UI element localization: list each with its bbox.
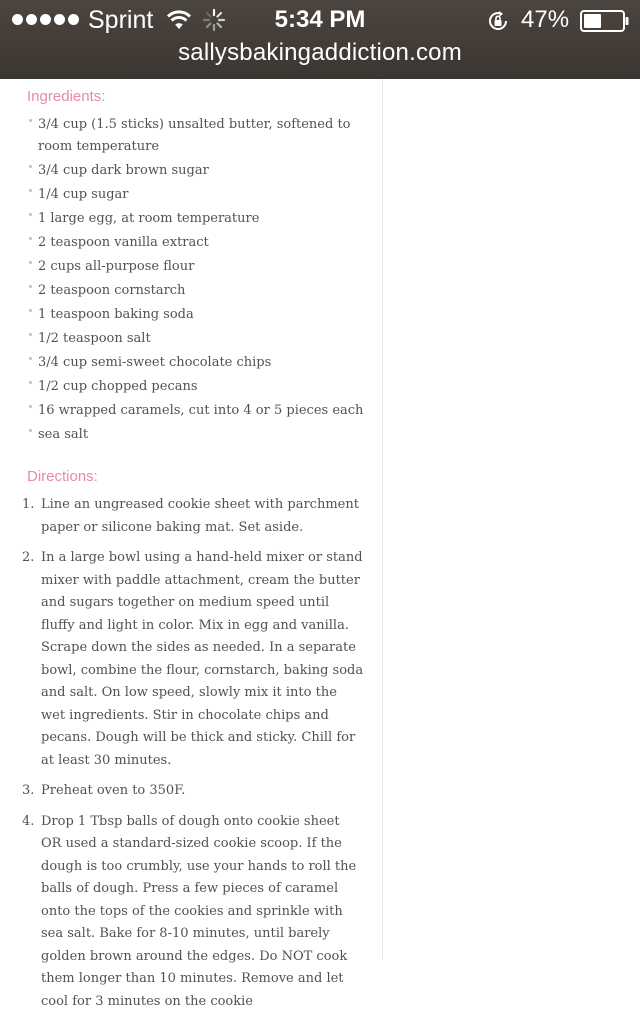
bullet-icon <box>29 285 32 288</box>
rotation-lock-icon <box>486 9 510 33</box>
ingredient-item <box>0 160 382 182</box>
ingredient-item <box>0 400 382 422</box>
ingredient-text: 2 cups all-purpose flour <box>38 259 195 274</box>
bullet-icon <box>29 237 32 240</box>
ingredient-text: 16 wrapped caramels, cut into 4 or 5 pieces each <box>38 403 364 418</box>
recipe-content <box>0 79 383 1009</box>
direction-step <box>0 494 382 539</box>
directions-list <box>0 494 382 1021</box>
address-bar-url[interactable]: sallysbakingaddiction.com <box>178 39 462 66</box>
step-number: 4. <box>22 813 35 829</box>
bullet-icon <box>29 165 32 168</box>
step-number: 1. <box>22 497 35 512</box>
ingredient-item <box>0 114 382 158</box>
ingredient-text: 1/2 cup chopped pecans <box>38 379 198 394</box>
browser-top-bar <box>0 0 640 79</box>
bullet-icon <box>29 189 32 192</box>
ingredient-text: 1/2 teaspoon salt <box>38 331 151 346</box>
ingredient-item <box>0 208 382 230</box>
ingredient-text: 3/4 cup dark brown sugar <box>38 163 209 178</box>
direction-step <box>0 547 382 772</box>
bullet-icon <box>29 429 32 432</box>
bullet-icon <box>29 213 32 216</box>
step-text: Line an ungreased cookie sheet with parchment paper or silicone baking mat. Set aside. <box>41 497 359 535</box>
ingredient-text: 1 large egg, at room temperature <box>38 211 260 226</box>
bullet-icon <box>29 405 32 408</box>
step-text: In a large bowl using a hand-held mixer or stand mixer with paddle attachment, cream the butter and sugars together on medium speed until fluffy and light in color. Mix in egg and vanilla. Scrape down the sides as needed. In a separate bowl, combine the flour, cornstarch, baking soda and salt. On low speed, slowly mix it into the wet ingredients. Stir in chocolate chips and pecans. Dough will be thick and sticky. Chill for at least 30 minutes. <box>41 550 364 768</box>
ingredient-text: 1 teaspoon baking soda <box>38 307 194 322</box>
battery-icon <box>580 10 630 32</box>
ingredient-item <box>0 352 382 374</box>
ingredient-text: 3/4 cup (1.5 sticks) unsalted butter, softened to room temperature <box>38 117 351 154</box>
bullet-icon <box>29 381 32 384</box>
battery-percent: 47% <box>521 6 570 33</box>
ingredient-item <box>0 328 382 350</box>
ingredients-list <box>0 114 382 448</box>
ingredient-text: 3/4 cup semi-sweet chocolate chips <box>38 355 272 370</box>
ingredient-item <box>0 256 382 278</box>
step-number: 2. <box>22 550 35 565</box>
ingredient-text: sea salt <box>38 427 89 442</box>
ingredient-item <box>0 424 382 446</box>
status-bar <box>0 0 640 40</box>
step-text: Drop 1 Tbsp balls of dough onto cookie sheet OR used a standard-sized cookie scoop. If the dough is too crumbly, use your hands to roll the balls of dough. Press a few pieces of caramel onto the tops of the cookies and sprinkle with sea salt. Bake for 8-10 minutes, until barely golden brown around the edges. Do NOT cook them longer than 10 minutes. Remove and let cool for 3 minutes on the cookie <box>41 813 357 1009</box>
bullet-icon <box>29 119 32 122</box>
bullet-icon <box>29 261 32 264</box>
ingredients-heading: Ingredients: <box>27 88 106 105</box>
ingredient-item <box>0 184 382 206</box>
ingredient-item <box>0 304 382 326</box>
ingredient-text: 2 teaspoon cornstarch <box>38 283 186 298</box>
ingredient-text: 2 teaspoon vanilla extract <box>38 235 209 250</box>
direction-step <box>0 811 382 1014</box>
bullet-icon <box>29 333 32 336</box>
ingredient-item <box>0 232 382 254</box>
ingredient-item <box>0 376 382 398</box>
status-time: 5:34 PM <box>274 6 366 33</box>
ingredient-item <box>0 280 382 302</box>
direction-step <box>0 780 382 803</box>
bullet-icon <box>29 357 32 360</box>
ingredient-text: 1/4 cup sugar <box>38 187 129 202</box>
step-text: Preheat oven to 350F. <box>41 783 186 798</box>
bullet-icon <box>29 309 32 312</box>
step-number: 3. <box>22 783 35 798</box>
carrier-name: Sprint <box>88 6 154 34</box>
directions-heading: Directions: <box>27 468 98 485</box>
